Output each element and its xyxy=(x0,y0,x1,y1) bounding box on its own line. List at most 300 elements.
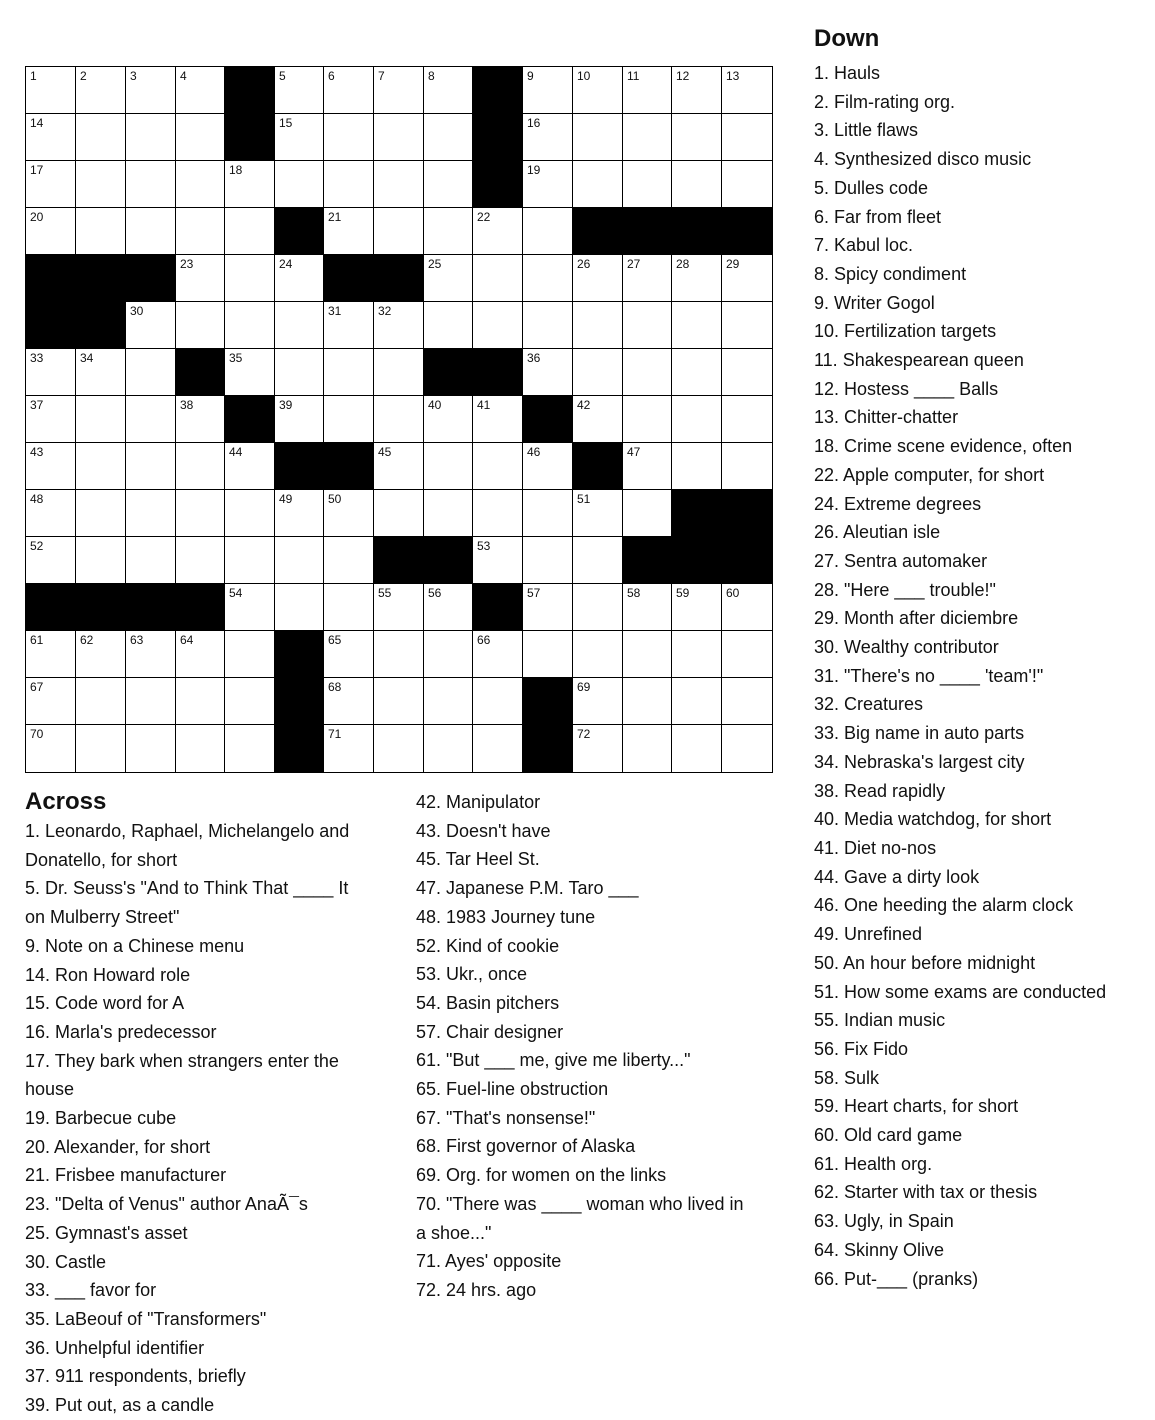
grid-cell[interactable] xyxy=(26,208,76,255)
grid-cell[interactable] xyxy=(76,631,126,678)
clue-number: 54 xyxy=(229,586,243,600)
grid-cell[interactable] xyxy=(523,349,573,396)
grid-cell[interactable] xyxy=(672,678,722,725)
down-heading: Down xyxy=(814,25,880,52)
grid-cell[interactable] xyxy=(225,443,275,490)
grid-cell[interactable] xyxy=(722,67,772,114)
clue-number: 47 xyxy=(627,445,641,459)
grid-cell[interactable] xyxy=(176,678,225,725)
down-clue: 11. Shakespearean queen xyxy=(814,350,1024,371)
grid-cell[interactable] xyxy=(623,631,672,678)
grid-cell[interactable] xyxy=(126,631,176,678)
grid-cell[interactable] xyxy=(424,67,473,114)
clue-number: 70 xyxy=(30,727,44,741)
grid-cell[interactable] xyxy=(424,255,473,302)
grid-cell[interactable] xyxy=(176,302,225,349)
grid-cell[interactable] xyxy=(573,725,623,772)
grid-cell[interactable] xyxy=(126,537,176,584)
grid-block xyxy=(424,349,473,396)
grid-cell[interactable] xyxy=(523,490,573,537)
grid-cell[interactable] xyxy=(573,631,623,678)
down-clue: 61. Health org. xyxy=(814,1153,933,1174)
grid-cell[interactable] xyxy=(672,255,722,302)
grid-cell[interactable] xyxy=(424,490,473,537)
grid-cell[interactable] xyxy=(722,255,772,302)
clue-number: 35 xyxy=(229,351,243,365)
grid-cell[interactable] xyxy=(324,537,374,584)
grid-cell[interactable] xyxy=(176,67,225,114)
clue-number: 41 xyxy=(477,398,491,412)
grid-cell[interactable] xyxy=(176,161,225,208)
grid-block xyxy=(523,725,573,772)
grid-block xyxy=(473,67,523,114)
grid-cell[interactable] xyxy=(672,161,722,208)
grid-cell[interactable] xyxy=(324,161,374,208)
grid-cell[interactable] xyxy=(126,396,176,443)
clue-number: 51 xyxy=(577,492,591,506)
grid-block xyxy=(225,114,275,161)
clue-number: 21 xyxy=(328,210,342,224)
clue-number: 20 xyxy=(30,210,44,224)
clue-number: 46 xyxy=(527,445,541,459)
grid-cell[interactable] xyxy=(26,114,76,161)
grid-cell[interactable] xyxy=(623,349,672,396)
clue-number: 13 xyxy=(726,69,740,83)
grid-cell[interactable] xyxy=(176,208,225,255)
grid-cell[interactable] xyxy=(324,208,374,255)
grid-cell[interactable] xyxy=(176,114,225,161)
clue-number: 12 xyxy=(676,69,690,83)
grid-cell[interactable] xyxy=(523,302,573,349)
grid-cell[interactable] xyxy=(26,631,76,678)
grid-cell[interactable] xyxy=(225,678,275,725)
grid-cell[interactable] xyxy=(324,584,374,631)
grid-cell[interactable] xyxy=(523,208,573,255)
across-clue: 47. Japanese P.M. Taro ___ xyxy=(416,878,639,899)
grid-cell[interactable] xyxy=(374,725,424,772)
grid-cell[interactable] xyxy=(176,537,225,584)
down-clue: 28. "Here ___ trouble!" xyxy=(814,579,996,600)
down-clue: 10. Fertilization targets xyxy=(814,321,997,342)
grid-cell[interactable] xyxy=(176,443,225,490)
grid-cell[interactable] xyxy=(523,114,573,161)
grid-cell[interactable] xyxy=(473,678,523,725)
grid-block xyxy=(225,67,275,114)
grid-cell[interactable] xyxy=(722,161,772,208)
grid-cell[interactable] xyxy=(324,490,374,537)
grid-cell[interactable] xyxy=(324,725,374,772)
grid-cell[interactable] xyxy=(126,349,176,396)
clue-number: 33 xyxy=(30,351,44,365)
grid-cell[interactable] xyxy=(76,725,126,772)
grid-cell[interactable] xyxy=(672,584,722,631)
clue-number: 62 xyxy=(80,633,94,647)
across-clue: 65. Fuel-line obstruction xyxy=(416,1079,609,1100)
grid-cell[interactable] xyxy=(623,725,672,772)
grid-cell[interactable] xyxy=(573,396,623,443)
grid-cell[interactable] xyxy=(324,302,374,349)
grid-block xyxy=(76,255,126,302)
clue-number: 43 xyxy=(30,445,44,459)
down-clue: 50. An hour before midnight xyxy=(814,952,1036,973)
grid-cell[interactable] xyxy=(573,584,623,631)
grid-cell[interactable] xyxy=(225,208,275,255)
grid-block xyxy=(126,584,176,631)
clue-number: 50 xyxy=(328,492,342,506)
grid-cell[interactable] xyxy=(126,490,176,537)
grid-cell[interactable] xyxy=(374,114,424,161)
across-clue: 68. First governor of Alaska xyxy=(416,1136,636,1157)
grid-cell[interactable] xyxy=(225,537,275,584)
grid-block xyxy=(672,537,722,584)
across-clue: 25. Gymnast's asset xyxy=(25,1222,188,1243)
grid-cell[interactable] xyxy=(623,396,672,443)
across-clue: on Mulberry Street" xyxy=(25,907,180,928)
grid-cell[interactable] xyxy=(275,255,324,302)
grid-cell[interactable] xyxy=(26,678,76,725)
across-clue: 14. Ron Howard role xyxy=(25,964,191,985)
grid-cell[interactable] xyxy=(473,302,523,349)
grid-block xyxy=(26,302,76,349)
down-clue: 44. Gave a dirty look xyxy=(814,866,980,887)
grid-block xyxy=(473,114,523,161)
down-clue: 13. Chitter-chatter xyxy=(814,407,959,428)
clue-number: 23 xyxy=(180,257,194,271)
across-clues-column-2 xyxy=(416,788,796,1305)
grid-cell[interactable] xyxy=(722,443,772,490)
grid-cell[interactable] xyxy=(424,678,473,725)
grid-cell[interactable] xyxy=(374,208,424,255)
grid-cell[interactable] xyxy=(374,490,424,537)
clue-number: 40 xyxy=(428,398,442,412)
grid-cell[interactable] xyxy=(76,67,126,114)
grid-cell[interactable] xyxy=(126,302,176,349)
grid-block xyxy=(523,678,573,725)
grid-cell[interactable] xyxy=(623,114,672,161)
grid-block xyxy=(523,396,573,443)
clue-number: 49 xyxy=(279,492,293,506)
grid-cell[interactable] xyxy=(176,396,225,443)
grid-cell[interactable] xyxy=(672,631,722,678)
grid-cell[interactable] xyxy=(374,67,424,114)
grid-cell[interactable] xyxy=(76,678,126,725)
grid-cell[interactable] xyxy=(623,67,672,114)
across-clue: 1. Leonardo, Raphael, Michelangelo and xyxy=(25,821,350,841)
across-clue: 33. ___ favor for xyxy=(25,1280,157,1301)
clue-number: 64 xyxy=(180,633,194,647)
clue-number: 18 xyxy=(229,163,243,177)
grid-cell[interactable] xyxy=(324,678,374,725)
clue-number: 39 xyxy=(279,398,293,412)
grid-cell[interactable] xyxy=(76,490,126,537)
grid-cell[interactable] xyxy=(225,584,275,631)
down-clue: 56. Fix Fido xyxy=(814,1038,909,1059)
grid-cell[interactable] xyxy=(126,208,176,255)
grid-cell[interactable] xyxy=(523,537,573,584)
across-clue: 15. Code word for A xyxy=(25,993,185,1014)
grid-cell[interactable] xyxy=(275,161,324,208)
across-clues-column-1 xyxy=(25,817,395,1420)
grid-cell[interactable] xyxy=(275,114,324,161)
grid-cell[interactable] xyxy=(424,584,473,631)
grid-cell[interactable] xyxy=(324,349,374,396)
grid-cell[interactable] xyxy=(573,161,623,208)
grid-cell[interactable] xyxy=(573,349,623,396)
across-clue: 70. "There was ____ woman who lived in xyxy=(416,1193,744,1214)
grid-cell[interactable] xyxy=(623,161,672,208)
down-clue: 49. Unrefined xyxy=(814,924,923,945)
grid-cell[interactable] xyxy=(623,490,672,537)
grid-cell[interactable] xyxy=(722,584,772,631)
grid-cell[interactable] xyxy=(26,161,76,208)
clue-number: 58 xyxy=(627,586,641,600)
across-clue: 23. "Delta of Venus" author AnaÃ¯s xyxy=(25,1194,308,1215)
grid-cell[interactable] xyxy=(374,349,424,396)
grid-cell[interactable] xyxy=(722,396,772,443)
grid-block xyxy=(672,208,722,255)
grid-cell[interactable] xyxy=(275,302,324,349)
grid-block xyxy=(722,490,772,537)
clue-number: 7 xyxy=(378,69,385,83)
across-clue: 52. Kind of cookie xyxy=(416,935,560,956)
grid-cell[interactable] xyxy=(424,631,473,678)
grid-cell[interactable] xyxy=(324,114,374,161)
grid-cell[interactable] xyxy=(672,349,722,396)
grid-cell[interactable] xyxy=(275,349,324,396)
grid-cell[interactable] xyxy=(672,114,722,161)
down-clue: 58. Sulk xyxy=(814,1067,880,1088)
grid-cell[interactable] xyxy=(672,725,722,772)
grid-cell[interactable] xyxy=(424,114,473,161)
across-heading: Across xyxy=(25,788,107,815)
grid-cell[interactable] xyxy=(722,349,772,396)
grid-cell[interactable] xyxy=(424,443,473,490)
grid-cell[interactable] xyxy=(473,443,523,490)
grid-cell[interactable] xyxy=(722,114,772,161)
grid-cell[interactable] xyxy=(275,490,324,537)
grid-cell[interactable] xyxy=(672,302,722,349)
down-clues-column xyxy=(814,59,1149,1293)
grid-cell[interactable] xyxy=(473,490,523,537)
clue-number: 59 xyxy=(676,586,690,600)
grid-cell[interactable] xyxy=(473,208,523,255)
grid-cell[interactable] xyxy=(623,443,672,490)
clue-number: 65 xyxy=(328,633,342,647)
grid-cell[interactable] xyxy=(623,584,672,631)
grid-cell[interactable] xyxy=(672,443,722,490)
grid-cell[interactable] xyxy=(374,584,424,631)
clue-number: 25 xyxy=(428,257,442,271)
clue-number: 36 xyxy=(527,351,541,365)
down-clue: 34. Nebraska's largest city xyxy=(814,751,1025,772)
grid-cell[interactable] xyxy=(573,678,623,725)
down-clue: 24. Extreme degrees xyxy=(814,493,982,514)
clue-number: 67 xyxy=(30,680,44,694)
grid-cell[interactable] xyxy=(126,161,176,208)
grid-cell[interactable] xyxy=(623,678,672,725)
down-clue: 30. Wealthy contributor xyxy=(814,637,999,658)
grid-cell[interactable] xyxy=(176,725,225,772)
grid-cell[interactable] xyxy=(225,255,275,302)
across-clue: 57. Chair designer xyxy=(416,1021,564,1042)
grid-cell[interactable] xyxy=(26,349,76,396)
grid-cell[interactable] xyxy=(573,255,623,302)
clue-number: 28 xyxy=(676,257,690,271)
grid-cell[interactable] xyxy=(26,443,76,490)
grid-cell[interactable] xyxy=(324,67,374,114)
down-clue: 40. Media watchdog, for short xyxy=(814,809,1052,830)
grid-cell[interactable] xyxy=(126,725,176,772)
grid-cell[interactable] xyxy=(424,208,473,255)
grid-cell[interactable] xyxy=(275,537,324,584)
grid-cell[interactable] xyxy=(473,396,523,443)
clue-number: 38 xyxy=(180,398,194,412)
grid-cell[interactable] xyxy=(225,490,275,537)
clue-number: 32 xyxy=(378,304,392,318)
grid-cell[interactable] xyxy=(126,67,176,114)
clue-number: 8 xyxy=(428,69,435,83)
grid-cell[interactable] xyxy=(275,396,324,443)
down-clue: 8. Spicy condiment xyxy=(814,263,967,284)
grid-cell[interactable] xyxy=(722,678,772,725)
grid-block xyxy=(225,396,275,443)
across-clue: 37. 911 respondents, briefly xyxy=(25,1366,246,1387)
grid-cell[interactable] xyxy=(424,725,473,772)
clue-number: 57 xyxy=(527,586,541,600)
grid-cell[interactable] xyxy=(623,302,672,349)
grid-block xyxy=(573,208,623,255)
grid-cell[interactable] xyxy=(126,114,176,161)
down-clue: 62. Starter with tax or thesis xyxy=(814,1182,1038,1203)
grid-cell[interactable] xyxy=(623,255,672,302)
grid-cell[interactable] xyxy=(473,631,523,678)
grid-cell[interactable] xyxy=(523,67,573,114)
grid-cell[interactable] xyxy=(523,255,573,302)
grid-cell[interactable] xyxy=(26,725,76,772)
grid-block xyxy=(573,443,623,490)
grid-cell[interactable] xyxy=(424,161,473,208)
grid-cell[interactable] xyxy=(126,678,176,725)
grid-block xyxy=(176,349,225,396)
grid-cell[interactable] xyxy=(76,208,126,255)
grid-cell[interactable] xyxy=(573,67,623,114)
grid-cell[interactable] xyxy=(523,584,573,631)
grid-cell[interactable] xyxy=(26,67,76,114)
crossword-grid xyxy=(25,66,773,773)
grid-cell[interactable] xyxy=(76,161,126,208)
down-clue: 1. Hauls xyxy=(814,63,881,83)
grid-cell[interactable] xyxy=(26,396,76,443)
grid-cell[interactable] xyxy=(374,631,424,678)
grid-block xyxy=(473,349,523,396)
grid-cell[interactable] xyxy=(374,443,424,490)
grid-block xyxy=(176,584,225,631)
down-clue: 59. Heart charts, for short xyxy=(814,1096,1019,1117)
grid-cell[interactable] xyxy=(424,302,473,349)
grid-cell[interactable] xyxy=(225,349,275,396)
grid-cell[interactable] xyxy=(176,490,225,537)
grid-cell[interactable] xyxy=(672,396,722,443)
grid-cell[interactable] xyxy=(324,631,374,678)
grid-cell[interactable] xyxy=(523,631,573,678)
down-clue: 60. Old card game xyxy=(814,1125,963,1146)
grid-cell[interactable] xyxy=(126,443,176,490)
grid-cell[interactable] xyxy=(225,161,275,208)
grid-block xyxy=(672,490,722,537)
grid-cell[interactable] xyxy=(573,537,623,584)
grid-cell[interactable] xyxy=(473,255,523,302)
clue-number: 68 xyxy=(328,680,342,694)
grid-cell[interactable] xyxy=(225,725,275,772)
clue-number: 72 xyxy=(577,727,591,741)
grid-cell[interactable] xyxy=(76,537,126,584)
grid-cell[interactable] xyxy=(374,678,424,725)
grid-cell[interactable] xyxy=(275,67,324,114)
clue-number: 45 xyxy=(378,445,392,459)
grid-cell[interactable] xyxy=(225,631,275,678)
grid-cell[interactable] xyxy=(176,631,225,678)
across-clue: 20. Alexander, for short xyxy=(25,1136,211,1157)
grid-cell[interactable] xyxy=(26,537,76,584)
grid-cell[interactable] xyxy=(424,396,473,443)
grid-cell[interactable] xyxy=(672,67,722,114)
grid-cell[interactable] xyxy=(473,537,523,584)
grid-cell[interactable] xyxy=(176,255,225,302)
clue-number: 30 xyxy=(130,304,144,318)
grid-cell[interactable] xyxy=(722,725,772,772)
grid-cell[interactable] xyxy=(76,114,126,161)
grid-cell[interactable] xyxy=(573,114,623,161)
grid-cell[interactable] xyxy=(76,396,126,443)
grid-cell[interactable] xyxy=(523,443,573,490)
clue-number: 11 xyxy=(627,69,640,83)
clue-number: 9 xyxy=(527,69,534,83)
grid-block xyxy=(374,255,424,302)
grid-cell[interactable] xyxy=(324,396,374,443)
clue-number: 66 xyxy=(477,633,491,647)
grid-cell[interactable] xyxy=(374,161,424,208)
grid-cell[interactable] xyxy=(374,302,424,349)
across-clue: 5. Dr. Seuss's "And to Think That ____ It xyxy=(25,878,349,899)
grid-cell[interactable] xyxy=(76,443,126,490)
grid-cell[interactable] xyxy=(573,302,623,349)
grid-cell[interactable] xyxy=(523,161,573,208)
grid-cell[interactable] xyxy=(473,725,523,772)
down-clue: 64. Skinny Olive xyxy=(814,1239,945,1260)
down-clue: 31. "There's no ____ 'team'!" xyxy=(814,665,1044,686)
grid-cell[interactable] xyxy=(76,349,126,396)
grid-cell[interactable] xyxy=(275,584,324,631)
down-clue: 6. Far from fleet xyxy=(814,206,942,227)
grid-cell[interactable] xyxy=(374,396,424,443)
clue-number: 34 xyxy=(80,351,94,365)
grid-cell[interactable] xyxy=(573,490,623,537)
grid-cell[interactable] xyxy=(722,302,772,349)
down-clue: 46. One heeding the alarm clock xyxy=(814,895,1074,916)
grid-block xyxy=(275,678,324,725)
grid-cell[interactable] xyxy=(26,490,76,537)
down-clue: 27. Sentra automaker xyxy=(814,550,988,571)
grid-block xyxy=(275,443,324,490)
down-clue: 51. How some exams are conducted xyxy=(814,981,1107,1002)
clue-number: 19 xyxy=(527,163,541,177)
grid-cell[interactable] xyxy=(225,302,275,349)
grid-cell[interactable] xyxy=(722,631,772,678)
clue-number: 26 xyxy=(577,257,591,271)
clue-number: 29 xyxy=(726,257,740,271)
down-clue: 55. Indian music xyxy=(814,1010,946,1031)
across-clue: 67. "That's nonsense!" xyxy=(416,1107,596,1128)
